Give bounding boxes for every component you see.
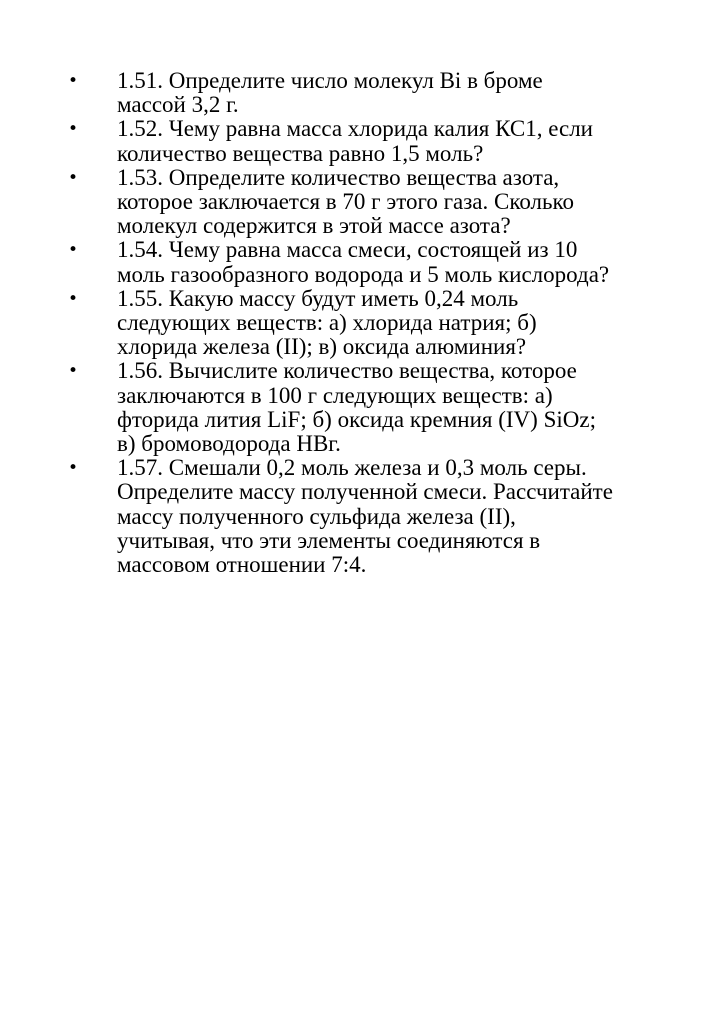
bullet-icon: • [68,288,79,309]
problem-list [0,69,724,577]
problem-text-line: 1.55. Какую массу будут иметь 0,24 моль [117,285,519,311]
problem-text-line: 1.54. Чему равна масса смеси, состоящей из 10 [117,237,578,263]
problem-text-line: Определите массу полученной смеси. Рассчитайте [117,479,613,505]
problem-item-1-56 [0,359,677,456]
problem-text-line: в) бромоводорода НВг. [117,431,341,457]
problem-item-1-54 [0,238,677,286]
problem-text-line: 1.56. Вычислите количество вещества, которое [117,358,577,384]
bullet-icon: • [68,458,79,479]
problem-item-1-51 [0,69,677,117]
problem-item-1-53 [0,166,677,239]
problem-text-line: следующих веществ: а) хлорида натрия; б) [117,310,537,336]
bullet-icon: • [68,240,79,261]
problem-text-line: учитывая, что эти элементы соединяются в [117,527,541,553]
bullet-icon: • [68,361,79,382]
problem-text-line: массой 3,2 г. [117,92,239,118]
problem-text-line: фторида лития LiF; б) оксида кремния (IV) SiOz; [117,406,596,432]
problem-item-1-52 [0,117,677,165]
problem-text-line: массовом отношении 7:4. [117,552,367,578]
problem-text-line: 1.52. Чему равна масса хлорида калия КС1, если [117,116,593,142]
problem-text-line: молекул содержится в этой массе азота? [117,213,511,239]
problem-text-line: 1.57. Смешали 0,2 моль железа и 0,3 моль серы. [117,455,587,481]
bullet-icon: • [68,119,79,140]
problem-text-line: моль газообразного водорода и 5 моль кислорода? [117,261,610,287]
problem-text-line: 1.51. Определите число молекул Вi в броме [117,68,543,93]
problem-text-line: которое заключается в 70 г этого газа. Сколько [117,189,575,215]
problem-text-line: хлорида железа (II); в) оксида алюминия? [117,334,527,360]
problem-text-line: заключаются в 100 г следующих веществ: а) [117,382,553,408]
problem-item-1-55 [0,287,677,360]
problem-item-1-57 [0,456,677,577]
problem-text-line: количество вещества равно 1,5 моль? [117,140,484,166]
problem-text-line: массу полученного сульфида железа (II), [117,503,516,529]
bullet-icon: • [68,167,79,188]
bullet-icon: • [68,71,79,91]
problem-text-line: 1.53. Определите количество вещества азота, [117,164,560,190]
